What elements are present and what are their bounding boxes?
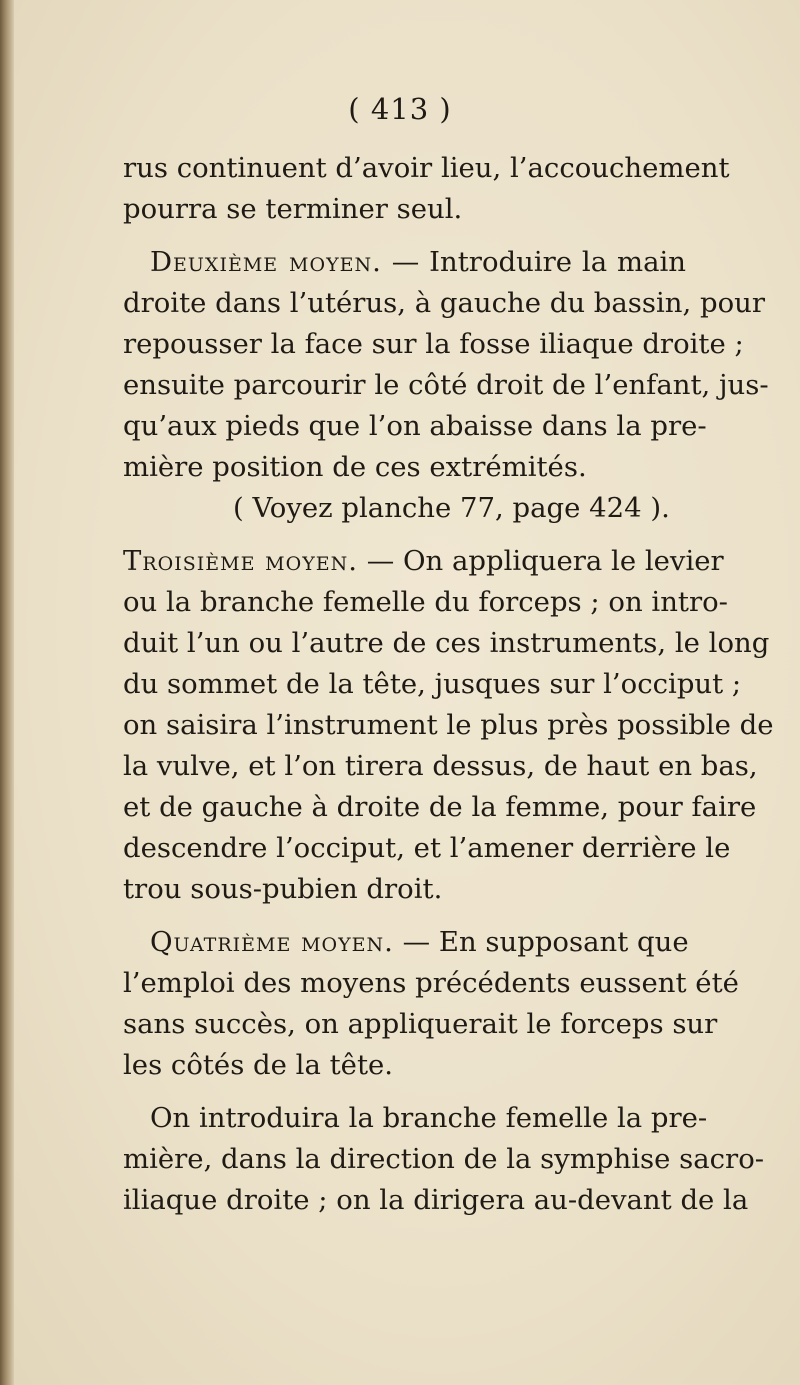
text-line: les côtés de la tête. (123, 1049, 394, 1081)
text-line: et de gauche à droite de la femme, pour faire (123, 791, 757, 823)
text-line: mière position de ces extrémités. (123, 451, 587, 483)
text-line: descendre l’occiput, et l’amener derrière le (123, 832, 731, 864)
figure-reference: ( Voyez planche 77, page 424 ). (233, 492, 670, 524)
text-line: duit l’un ou l’autre de ces instruments, le long (123, 627, 770, 659)
text-line: on saisira l’instrument le plus près possible de (123, 709, 774, 741)
text-line: ensuite parcourir le côté droit de l’enfant, jus- (123, 369, 769, 401)
text-line: la vulve, et l’on tirera dessus, de haut en bas, (123, 750, 758, 782)
text-run: — On appliquera le levier (358, 545, 724, 577)
text-run: — Introduire la main (381, 246, 686, 278)
text-line (123, 922, 689, 963)
text-line (123, 541, 724, 582)
text-line: droite dans l’utérus, à gauche du bassin, pour (123, 287, 766, 319)
section-heading: Deuxième moyen. (150, 246, 382, 278)
section-heading: Troisième moyen. (123, 545, 358, 577)
section-heading: Quatrième moyen. (150, 926, 394, 958)
text-line: trou sous-pubien droit. (123, 873, 443, 905)
text-run: — En supposant que (393, 926, 689, 958)
page-number: ( 413 ) (348, 92, 452, 126)
text-line: l’emploi des moyens précédents eussent été (123, 967, 739, 999)
text-line: iliaque droite ; on la dirigera au-devant de la (123, 1184, 749, 1216)
text-line: ou la branche femelle du forceps ; on intro- (123, 586, 728, 618)
body-text (123, 148, 774, 1221)
text-line: pourra se terminer seul. (123, 193, 463, 225)
text-line: qu’aux pieds que l’on abaisse dans la pre- (123, 410, 707, 442)
text-line (123, 242, 686, 283)
text-line: sans succès, on appliquerait le forceps sur (123, 1008, 718, 1040)
text-line: du sommet de la tête, jusques sur l’occiput ; (123, 668, 742, 700)
page-binding-edge (0, 0, 14, 1385)
text-line: rus continuent d’avoir lieu, l’accouchement (123, 152, 730, 184)
text-line: repousser la face sur la fosse iliaque droite ; (123, 328, 744, 360)
text-line: mière, dans la direction de la symphise sacro- (123, 1143, 765, 1175)
text-line: On introduira la branche femelle la pre- (150, 1102, 708, 1134)
